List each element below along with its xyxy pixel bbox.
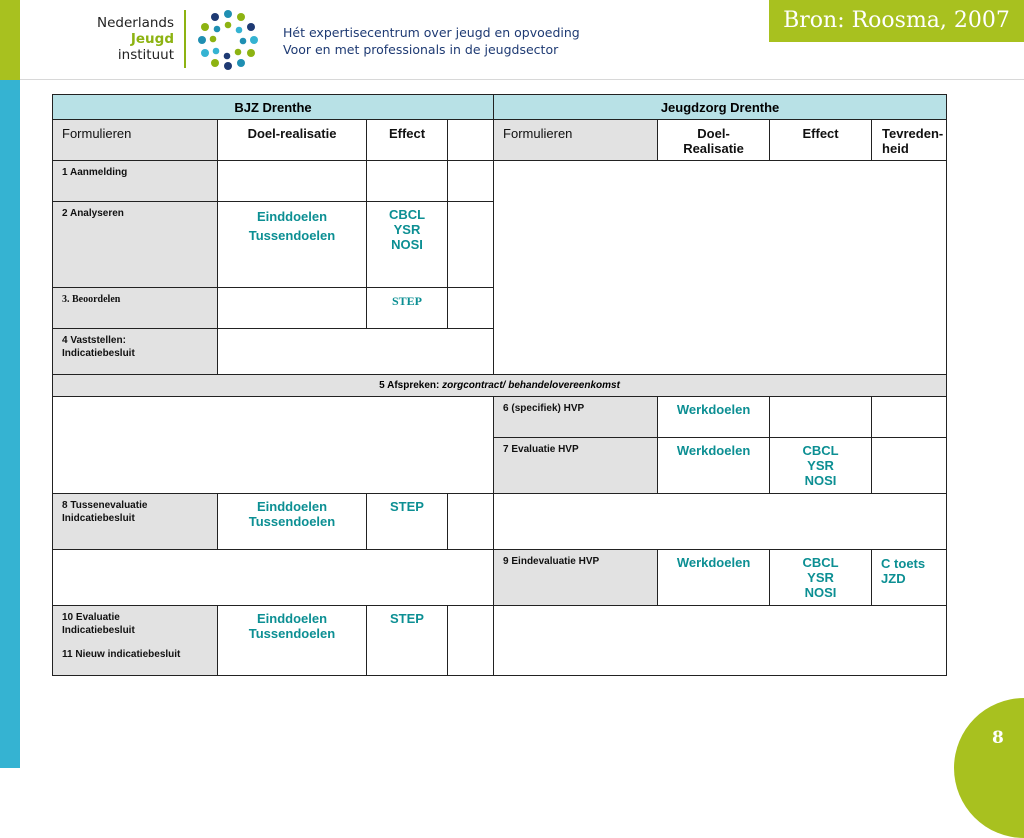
row-nieuw-indicatiebesluit: 11 Nieuw indicatiebesluit bbox=[62, 649, 181, 660]
row-evaluatie-hvp-tevredenheid bbox=[872, 438, 947, 494]
logo-separator bbox=[184, 10, 186, 68]
left-col-empty bbox=[448, 120, 494, 161]
right-col-doel-realisatie bbox=[658, 120, 770, 161]
nji-logo-text bbox=[94, 15, 174, 63]
row-hvp-label: 6 (specifiek) HVP bbox=[494, 397, 658, 438]
row-beoordelen-extra bbox=[448, 288, 494, 329]
row-analyseren-einddoelen: Einddoelen bbox=[256, 209, 328, 224]
page-number: 8 bbox=[992, 728, 1004, 748]
row-aanmelding-label: 1 Aanmelding bbox=[53, 161, 218, 202]
row-vaststellen-label bbox=[53, 329, 218, 375]
row-analyseren-doel bbox=[218, 202, 367, 288]
row-evaluatie-indicatie-extra bbox=[448, 606, 494, 676]
jeugdzorg-empty-block-2 bbox=[494, 494, 947, 550]
right-col-tev-line2: heid bbox=[882, 141, 909, 156]
right-col-effect: Effect bbox=[770, 120, 872, 161]
row-hvp-doel: Werkdoelen bbox=[658, 397, 770, 438]
row-eindevaluatie-tevredenheid bbox=[872, 550, 947, 606]
row-hvp-tevredenheid bbox=[872, 397, 947, 438]
row-afspreken-prefix: 5 Afspreken: bbox=[379, 380, 443, 391]
left-col-effect: Effect bbox=[367, 120, 448, 161]
right-col-formulieren: Formulieren bbox=[494, 120, 658, 161]
row-evaluatie-indicatie-einddoelen: Einddoelen bbox=[256, 611, 328, 626]
right-col-tev-line1: Tevreden- bbox=[882, 126, 944, 141]
row-eindevaluatie-ctoets: C toets bbox=[881, 556, 926, 571]
left-col-doel-realisatie: Doel-realisatie bbox=[218, 120, 367, 161]
row-aanmelding-doel bbox=[218, 161, 367, 202]
row-eindevaluatie-doel: Werkdoelen bbox=[658, 550, 770, 606]
row-tussenevaluatie-extra bbox=[448, 494, 494, 550]
bjz-drenthe-header: BJZ Drenthe bbox=[53, 95, 494, 120]
header-divider bbox=[20, 79, 1024, 80]
row-evaluatie-hvp-ysr: YSR bbox=[807, 458, 834, 473]
jeugdzorg-empty-block bbox=[494, 161, 947, 375]
right-col-doel-line2: Realisatie bbox=[683, 141, 744, 156]
row-beoordelen-doel bbox=[218, 288, 367, 329]
row-evaluatie-hvp-doel: Werkdoelen bbox=[658, 438, 770, 494]
row-eindevaluatie-cbcl: CBCL bbox=[802, 555, 839, 570]
row-vaststellen-empty bbox=[218, 329, 494, 375]
right-col-doel-line1: Doel- bbox=[697, 126, 730, 141]
row-eindevaluatie-effect bbox=[770, 550, 872, 606]
row-evaluatie-hvp-label: 7 Evaluatie HVP bbox=[494, 438, 658, 494]
row-evaluatie-hvp-effect bbox=[770, 438, 872, 494]
row-vaststellen-line1: 4 Vaststellen: bbox=[62, 335, 126, 346]
row-tussenevaluatie-line1: 8 Tussenevaluatie bbox=[62, 500, 148, 511]
right-col-tevredenheid bbox=[872, 120, 947, 161]
row-beoordelen-label: 3. Beoordelen bbox=[53, 288, 218, 329]
nji-people-circle-logo-icon bbox=[196, 8, 260, 72]
page-number-badge bbox=[954, 698, 1024, 838]
row-evaluatie-indicatie-label bbox=[53, 606, 218, 676]
row-aanmelding-extra bbox=[448, 161, 494, 202]
row-tussenevaluatie-einddoelen: Einddoelen bbox=[256, 499, 328, 514]
row-tussenevaluatie-label bbox=[53, 494, 218, 550]
row-evaluatie-indicatie-tussendoelen: Tussendoelen bbox=[248, 626, 336, 641]
logo-line-1: Nederlands bbox=[96, 15, 174, 31]
left-blue-stripe bbox=[0, 80, 20, 768]
row-analyseren-tussendoelen: Tussendoelen bbox=[248, 228, 336, 243]
jeugdzorg-empty-block-3 bbox=[494, 606, 947, 676]
row-analyseren-ysr: YSR bbox=[393, 222, 421, 237]
row-beoordelen-effect: STEP bbox=[367, 288, 448, 329]
row-eindevaluatie-nosi: NOSI bbox=[804, 585, 837, 600]
row-evaluatie-indicatie-line2: Indicatiebesluit bbox=[62, 625, 135, 636]
logo-line-2: Jeugd bbox=[130, 31, 174, 47]
row-analyseren-label: 2 Analyseren bbox=[53, 202, 218, 288]
row-eindevaluatie-ysr: YSR bbox=[807, 570, 834, 585]
logo-line-3: instituut bbox=[117, 47, 174, 63]
row-analyseren-nosi: NOSI bbox=[391, 237, 423, 252]
row-evaluatie-indicatie-doel bbox=[218, 606, 367, 676]
tagline-line-2: Voor en met professionals in de jeugdsector bbox=[283, 42, 559, 57]
row-afspreken-italic: zorgcontract/ behandelovereenkomst bbox=[442, 380, 620, 391]
tagline bbox=[283, 24, 580, 58]
row-tussenevaluatie-line2: Inidcatiebesluit bbox=[62, 513, 135, 524]
left-col-formulieren: Formulieren bbox=[53, 120, 218, 161]
row-eindevaluatie-jzd: JZD bbox=[881, 571, 906, 586]
left-green-stripe bbox=[0, 0, 20, 80]
row-eindevaluatie-label: 9 Eindevaluatie HVP bbox=[494, 550, 658, 606]
tagline-line-1: Hét expertisecentrum over jeugd en opvoeding bbox=[283, 25, 580, 40]
row-tussenevaluatie-tussendoelen: Tussendoelen bbox=[248, 514, 336, 529]
row-vaststellen-line2: Indicatiebesluit bbox=[62, 348, 135, 359]
row-evaluatie-hvp-cbcl: CBCL bbox=[802, 443, 839, 458]
source-label: Bron: Roosma, 2007 bbox=[769, 0, 1024, 42]
row-analyseren-effect bbox=[367, 202, 448, 288]
row-tussenevaluatie-effect: STEP bbox=[367, 494, 448, 550]
row-aanmelding-effect bbox=[367, 161, 448, 202]
row-analyseren-cbcl: CBCL bbox=[388, 207, 426, 222]
bjz-empty-block-1 bbox=[53, 397, 494, 494]
row-evaluatie-hvp-nosi: NOSI bbox=[804, 473, 837, 488]
row-evaluatie-indicatie-line1: 10 Evaluatie bbox=[62, 612, 120, 623]
process-table bbox=[52, 94, 947, 676]
row-analyseren-extra bbox=[448, 202, 494, 288]
row-tussenevaluatie-doel bbox=[218, 494, 367, 550]
bjz-empty-block-2 bbox=[53, 550, 494, 606]
row-evaluatie-indicatie-effect: STEP bbox=[367, 606, 448, 676]
jeugdzorg-drenthe-header: Jeugdzorg Drenthe bbox=[494, 95, 947, 120]
row-hvp-effect bbox=[770, 397, 872, 438]
row-afspreken bbox=[53, 375, 947, 397]
